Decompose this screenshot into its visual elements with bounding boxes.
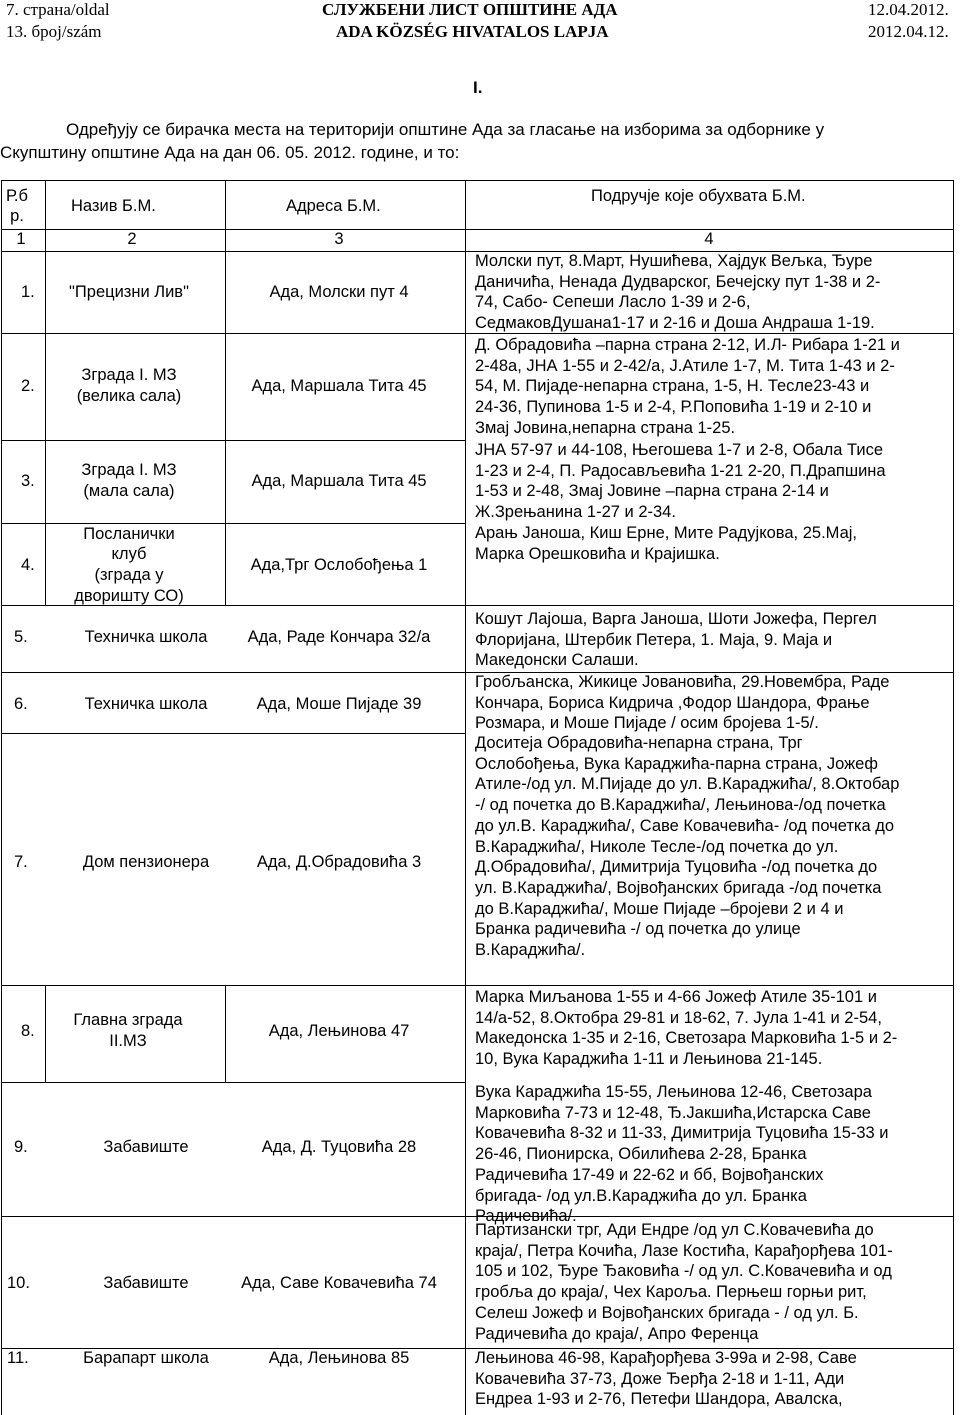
coverage-area-line: Арањ Јаноша, Киш Ерне, Мите Радујкова, 25.Мај,	[475, 524, 858, 542]
coverage-area-line: В.Караджића/, Николе Тесле-/од почетка до ул.	[475, 837, 839, 856]
station-name-line: Барапарт школа	[83, 1348, 209, 1367]
station-name-line: "Прецизни Лив"	[69, 282, 189, 301]
station-address	[219, 1021, 459, 1042]
coverage-area	[475, 335, 953, 439]
table-horizontal-line	[1, 1082, 465, 1083]
table-horizontal-line	[1, 733, 465, 734]
coverage-area-line: Кончара, Бориса Кидрича ,Фодор Шандора, Фрање	[475, 693, 870, 712]
coverage-area	[475, 251, 953, 334]
header-page-number: 7. страна/oldal	[6, 0, 110, 19]
station-name-line: Дом пензионера	[82, 852, 210, 871]
coverage-area	[475, 733, 953, 961]
table-horizontal-line	[1, 180, 953, 181]
intro-line: Скупштину општине Ада на дан 06. 05. 2012. године, и то:	[0, 143, 460, 162]
coverage-area-line: Марка Орешковића и Крајишка.	[475, 544, 720, 563]
colnum-4: 4	[704, 230, 714, 248]
coverage-area-line: Ковачевића 8-32 и 11-33, Димитрија Туцовића 15-33 и	[475, 1124, 889, 1143]
table-horizontal-line	[1, 333, 465, 334]
colnum-3: 3	[334, 230, 344, 248]
coverage-area-line: 105 и 102, Ђуре Ђаковића -/ од ул. С.Ковачевића и од	[475, 1262, 892, 1281]
station-name-line: Посланички	[83, 524, 175, 543]
coverage-area	[475, 609, 953, 671]
coverage-area-line: 74, Сабо- Сепеши Ласло 1-39 и 2-6,	[475, 293, 751, 312]
station-name-line: Зграда I. МЗ	[81, 366, 177, 385]
station-name	[51, 627, 241, 648]
table-horizontal-line	[1, 440, 465, 441]
table-vertical-line	[45, 180, 46, 251]
station-address	[234, 376, 444, 397]
coverage-area-line: 1-23 и 2-4, П. Радосављевића 1-21 2-20, П.Драпшина	[475, 461, 886, 480]
station-address-line: Ада,Трг Ослобођења 1	[250, 555, 428, 574]
station-address	[234, 471, 444, 492]
station-address	[219, 627, 459, 648]
table-vertical-line	[953, 180, 954, 1415]
coverage-area-line: Доситеја Обрадовића-непарна страна, Трг	[475, 734, 803, 752]
header-gazette-title-hu: ADA KÖZSÉG HIVATALOS LAPJA	[336, 22, 609, 41]
header-adresa: Адреса Б.М.	[286, 197, 381, 215]
coverage-area-line: Ж.Зрењанина 1-27 и 2-34.	[475, 503, 676, 522]
coverage-area-line: Ослобођења, Вука Караджића-парна страна, Јожеф	[475, 754, 878, 773]
station-address	[219, 1137, 459, 1158]
station-address-line: Ада, Лењинова 85	[268, 1348, 410, 1367]
coverage-area-line: Флоријана, Штербик Петера, 1. Маја, 9. Маја и	[475, 630, 833, 649]
coverage-area-line: Вука Караджића 15-55, Лењинова 12-46, Светозара	[475, 1083, 872, 1101]
coverage-area-line: Радичевића/.	[475, 1207, 577, 1226]
station-address-line: Ада, Саве Ковачевића 74	[241, 1273, 437, 1292]
coverage-area-line: Д. Обрадовића –парна страна 2-12, И.Л- Рибара 1-21 и	[475, 336, 900, 354]
header-issue-number: 13. број/szám	[6, 22, 102, 41]
coverage-area-line: Радичевића 17-49 и 22-62 и бб, Војвођанских	[475, 1165, 824, 1184]
coverage-area-line: Радичевића до краја/, Апро Ференца	[475, 1324, 759, 1343]
station-name	[54, 460, 204, 501]
coverage-area-line: Ковачевића 37-73, Доже Ђерђа 2-18 и 1-11, Ади	[475, 1369, 845, 1388]
table-horizontal-line	[1, 229, 953, 230]
station-name-line: (велика сала)	[76, 387, 182, 405]
coverage-area-line: Атиле-/од ул. М.Пијаде до ул. В.Караджића/, 8.Октобар	[475, 775, 900, 794]
station-address	[234, 282, 444, 303]
row-number: 7.	[14, 852, 28, 871]
coverage-area-line: -/ од почетка до В.Караджића/, Лењинова-/од почетка	[475, 796, 886, 815]
station-name	[51, 694, 241, 715]
station-address	[219, 694, 459, 715]
row-number: 5.	[14, 627, 28, 646]
station-name-line: Техничка школа	[84, 694, 208, 713]
station-address-line: Ада, Раде Кончара 32/а	[247, 627, 431, 646]
coverage-area	[475, 440, 953, 523]
table-horizontal-line	[465, 605, 953, 606]
coverage-area-line: Бранка радичевића -/ од почетка до улице	[475, 920, 801, 939]
row-number: 8.	[21, 1021, 35, 1040]
row-number: 3.	[21, 471, 35, 490]
header-date-sr: 12.04.2012.	[868, 0, 949, 19]
station-name-line: клуб	[111, 545, 147, 564]
coverage-area-line: 26-46, Пионирска, Обилићева 2-28, Бранка	[475, 1145, 807, 1164]
header-rb-line: р.	[10, 207, 24, 225]
coverage-area-line: Даничића, Ненада Дудварског, Бечејску пут 1-38 и 2-	[475, 272, 881, 291]
coverage-area	[475, 1220, 953, 1344]
coverage-area-line: до ул.В. Караджића/, Саве Ковачевића- /од почетка до	[475, 816, 895, 835]
coverage-area	[475, 672, 953, 734]
table-vertical-line	[225, 251, 226, 605]
row-number: 10.	[7, 1273, 30, 1292]
station-address-line: Ада, Маршала Тита 45	[251, 471, 427, 490]
station-name-line: Забавиште	[103, 1137, 189, 1156]
header-rb	[2, 186, 32, 226]
table-vertical-line	[45, 251, 46, 605]
section-number: I.	[473, 78, 483, 97]
row-number: 2.	[21, 376, 35, 395]
coverage-area-line: 2-48а, ЈНА 1-55 и 2-42/а, Ј.Атиле 1-7, М. Тита 1-43 и 2-	[475, 356, 895, 375]
coverage-area-line: Д.Обрадовића/, Димитрија Туцовића -/од почетка до	[475, 858, 878, 877]
station-name	[51, 1137, 241, 1158]
station-address-line: Ада, Д.Обрадовића 3	[256, 852, 422, 871]
table-horizontal-line	[1, 672, 465, 673]
coverage-area-line: Змај Јовина,непарна страна 1-25.	[475, 418, 736, 437]
table-horizontal-line	[1, 1216, 465, 1217]
station-address-line: Ада, Моше Пијаде 39	[256, 694, 422, 713]
coverage-area	[475, 1348, 953, 1410]
coverage-area-line: Селеш Јожеф и Војвођанских бригада - / од ул. Б.	[475, 1303, 859, 1322]
coverage-area-line: 14/а-52, 8.Октобра 29-81 и 18-62, 7. Јула 1-41 и 2-54,	[475, 1008, 882, 1027]
station-name-line: (зграда у	[94, 566, 164, 584]
station-address	[219, 1348, 459, 1369]
station-address-line: Ада, Лењинова 47	[268, 1021, 410, 1040]
station-address-line: Ада, Маршала Тита 45	[251, 376, 427, 395]
coverage-area-line: до В.Караджића/, Моше Пијаде –бројеви 2 и 4 и	[475, 899, 844, 918]
coverage-area-line: 54, М. Пијаде-непарна страна, 1-5, Н. Тесле23-43 и	[475, 377, 870, 396]
coverage-area-line: бригада- /од ул.В.Караджића до ул. Бранка	[475, 1186, 807, 1205]
row-number: 1.	[21, 282, 35, 301]
row-number: 6.	[14, 694, 28, 713]
row-number: 9.	[14, 1137, 28, 1156]
station-address	[219, 1273, 459, 1294]
station-name-line: (мала сала)	[83, 482, 175, 500]
coverage-area-line: Марка Миљанова 1-55 и 4-66 Јожеф Атиле 35-101 и	[475, 988, 877, 1006]
station-name	[24, 282, 234, 303]
station-name-line: Зграда I. МЗ	[81, 461, 177, 480]
coverage-area-line: Македонски Салаши.	[475, 651, 639, 670]
coverage-area	[475, 523, 953, 564]
table-horizontal-line	[1, 985, 465, 986]
table-vertical-line	[225, 180, 226, 251]
header-podrucje: Подручје које обухвата Б.М.	[591, 187, 806, 205]
coverage-area	[475, 1082, 953, 1227]
station-name	[53, 1010, 203, 1051]
coverage-area-line: 1-53 и 2-48, Змај Јовине –парна страна 2-14 и	[475, 482, 829, 501]
station-name-line: II.МЗ	[109, 1032, 147, 1050]
header-naziv: Назив Б.М.	[71, 197, 156, 215]
station-name-line: Техничка школа	[84, 627, 208, 646]
station-address	[219, 852, 459, 873]
coverage-area-line: 10, Вука Караджића 1-11 и Лењинова 21-145.	[475, 1050, 823, 1069]
station-name-line: Главна зграда	[73, 1011, 183, 1030]
coverage-area-line: ул. В.Караджића/, Војвођанских бригада -/од почетка	[475, 878, 882, 897]
station-name	[51, 1273, 241, 1294]
intro-paragraph	[0, 118, 950, 164]
station-name	[54, 524, 204, 607]
row-number: 4.	[21, 555, 35, 574]
row-number: 11.	[7, 1348, 29, 1367]
table-vertical-line	[465, 180, 466, 1415]
coverage-area-line: Ендреа 1-93 и 2-76, Петефи Шандора, Авалска,	[475, 1390, 843, 1409]
station-address-line: Ада, Молски пут 4	[269, 282, 409, 301]
coverage-area-line: ЈНА 57-97 и 44-108, Његошева 1-7 и 2-8, Обала Тисе	[475, 441, 884, 459]
table-horizontal-line	[465, 985, 953, 986]
table-vertical-line	[1, 180, 2, 1415]
intro-line: Одређују се бирачка места на територији општине Ада за гласање на изборима за одборнике у	[66, 120, 825, 139]
coverage-area-line: Лењинова 46-98, Карађорђева 3-99а и 2-98, Саве	[475, 1349, 857, 1367]
coverage-area-line: Гробљанска, Жикице Јовановића, 29.Новембра, Раде	[475, 673, 890, 691]
coverage-area-line: Марковића 7-73 и 12-48, Ђ.Јакшића,Истарска Саве	[475, 1103, 871, 1122]
header-gazette-title-sr: СЛУЖБЕНИ ЛИСТ ОПШТИНЕ АДА	[322, 0, 618, 19]
coverage-area-line: краја/, Петра Кочића, Лазе Костића, Карађорђева 101-	[475, 1241, 893, 1260]
station-name-line: Забавиште	[103, 1273, 189, 1292]
coverage-area-line: 24-36, Пупинова 1-5 и 2-4, Р.Поповића 1-19 и 2-10 и	[475, 398, 872, 417]
header-date-hu: 2012.04.12.	[868, 22, 949, 41]
coverage-area	[475, 987, 953, 1070]
coverage-area-line: гробља до краја/, Чех Карољa. Перњеш горњи рит,	[475, 1283, 867, 1302]
table-vertical-line	[45, 985, 46, 1082]
coverage-area-line: Партизански трг, Ади Ендре /од ул С.Ковачевића до	[475, 1221, 874, 1239]
station-name-line: дворишту СО)	[74, 586, 184, 605]
station-name	[51, 852, 241, 873]
colnum-1: 1	[16, 230, 26, 248]
station-name	[54, 365, 204, 406]
coverage-area-line: СедмаковДушана1-17 и 2-16 и Доша Андраша 1-19.	[475, 314, 875, 333]
station-name	[51, 1348, 241, 1369]
coverage-area-line: Розмара, и Моше Пијаде / осим бројева 1-5/.	[475, 714, 819, 733]
header-rb-line: Р.б	[6, 187, 28, 205]
colnum-2: 2	[127, 230, 137, 248]
station-address-line: Ада, Д. Туцовића 28	[261, 1137, 417, 1156]
coverage-area-line: Молски пут, 8.Март, Нушићева, Хајдук Вељка, Ђуре	[475, 252, 873, 270]
coverage-area-line: В.Караджића/.	[475, 941, 586, 960]
station-address	[234, 555, 444, 576]
coverage-area-line: Македонска 1-35 и 2-16, Светозара Марковића 1-5 и 2-	[475, 1029, 898, 1048]
coverage-area-line: Кошут Лајоша, Варга Јаноша, Шоти Јожефа, Пергел	[475, 610, 877, 628]
